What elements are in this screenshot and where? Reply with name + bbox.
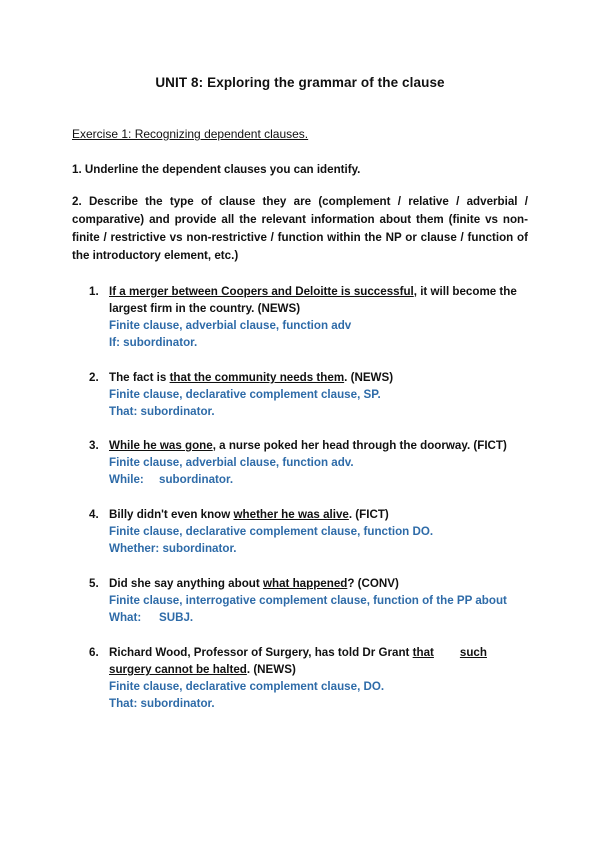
item-number: 2. — [89, 371, 99, 384]
item-answer-element: That: subordinator. — [109, 405, 215, 418]
dependent-clause: whether he was alive — [233, 508, 349, 521]
list-item — [72, 369, 528, 420]
item-number: 5. — [89, 577, 99, 590]
item-sentence: Richard Wood, Professor of Surgery, has told Dr Grant that such surgery cannot be halted. (NEWS) — [109, 646, 487, 676]
list-item — [72, 283, 528, 351]
exercise-title: Exercise 1: Recognizing dependent clauses. — [72, 127, 309, 141]
item-sentence: Did she say anything about what happened? (CONV) — [109, 577, 399, 590]
item-answer: Finite clause, declarative complement clause, function DO. — [109, 525, 434, 538]
item-number: 3. — [89, 439, 99, 452]
list-item — [72, 506, 528, 557]
item-answer-element: That: subordinator. — [109, 697, 215, 710]
item-sentence: If a merger between Coopers and Deloitte is successful, it will become the largest firm in the country. (NEWS) — [109, 285, 517, 315]
item-number: 4. — [89, 508, 99, 521]
dependent-clause: that such — [412, 646, 487, 659]
dependent-clause: surgery cannot be halted — [109, 663, 247, 676]
dependent-clause: While he was gone — [109, 439, 213, 452]
page-title: UNIT 8: Exploring the grammar of the clause — [155, 75, 445, 90]
item-sentence: While he was gone, a nurse poked her head through the doorway. (FICT) — [109, 439, 507, 452]
item-answer-element: While: subordinator. — [109, 473, 234, 486]
item-answer-element: If: subordinator. — [109, 336, 198, 349]
item-sentence: The fact is that the community needs them. (NEWS) — [109, 371, 394, 384]
item-number: 6. — [89, 646, 99, 659]
item-answer: Finite clause, adverbial clause, function adv. — [109, 456, 354, 469]
item-answer: Finite clause, declarative complement clause, DO. — [109, 680, 385, 693]
list-item — [72, 437, 528, 488]
dependent-clause: what happened — [262, 577, 348, 590]
item-answer: Finite clause, declarative complement clause, SP. — [109, 388, 381, 401]
item-number: 1. — [89, 285, 99, 298]
list-item — [72, 644, 528, 712]
dependent-clause: that the community needs them — [169, 371, 345, 384]
instruction-2: 2. Describe the type of clause they are (complement / relative / adverbial / comparative) and provide all the relevant information about them (finite vs non-finite / restrictive vs non-restrictive / function within the NP or clause / function of the introductory element, etc.) — [72, 195, 528, 262]
item-answer-element: Whether: subordinator. — [109, 542, 237, 555]
item-answer: Finite clause, adverbial clause, function adv — [109, 319, 352, 332]
item-answer-element: What: SUBJ. — [109, 611, 194, 624]
instruction-1: 1. Underline the dependent clauses you can identify. — [72, 163, 361, 176]
item-sentence: Billy didn't even know whether he was alive. (FICT) — [109, 508, 389, 521]
dependent-clause: If a merger between Coopers and Deloitte is successful — [109, 285, 414, 298]
item-answer: Finite clause, interrogative complement clause, function of the PP about — [109, 594, 507, 607]
list-item — [72, 575, 528, 626]
